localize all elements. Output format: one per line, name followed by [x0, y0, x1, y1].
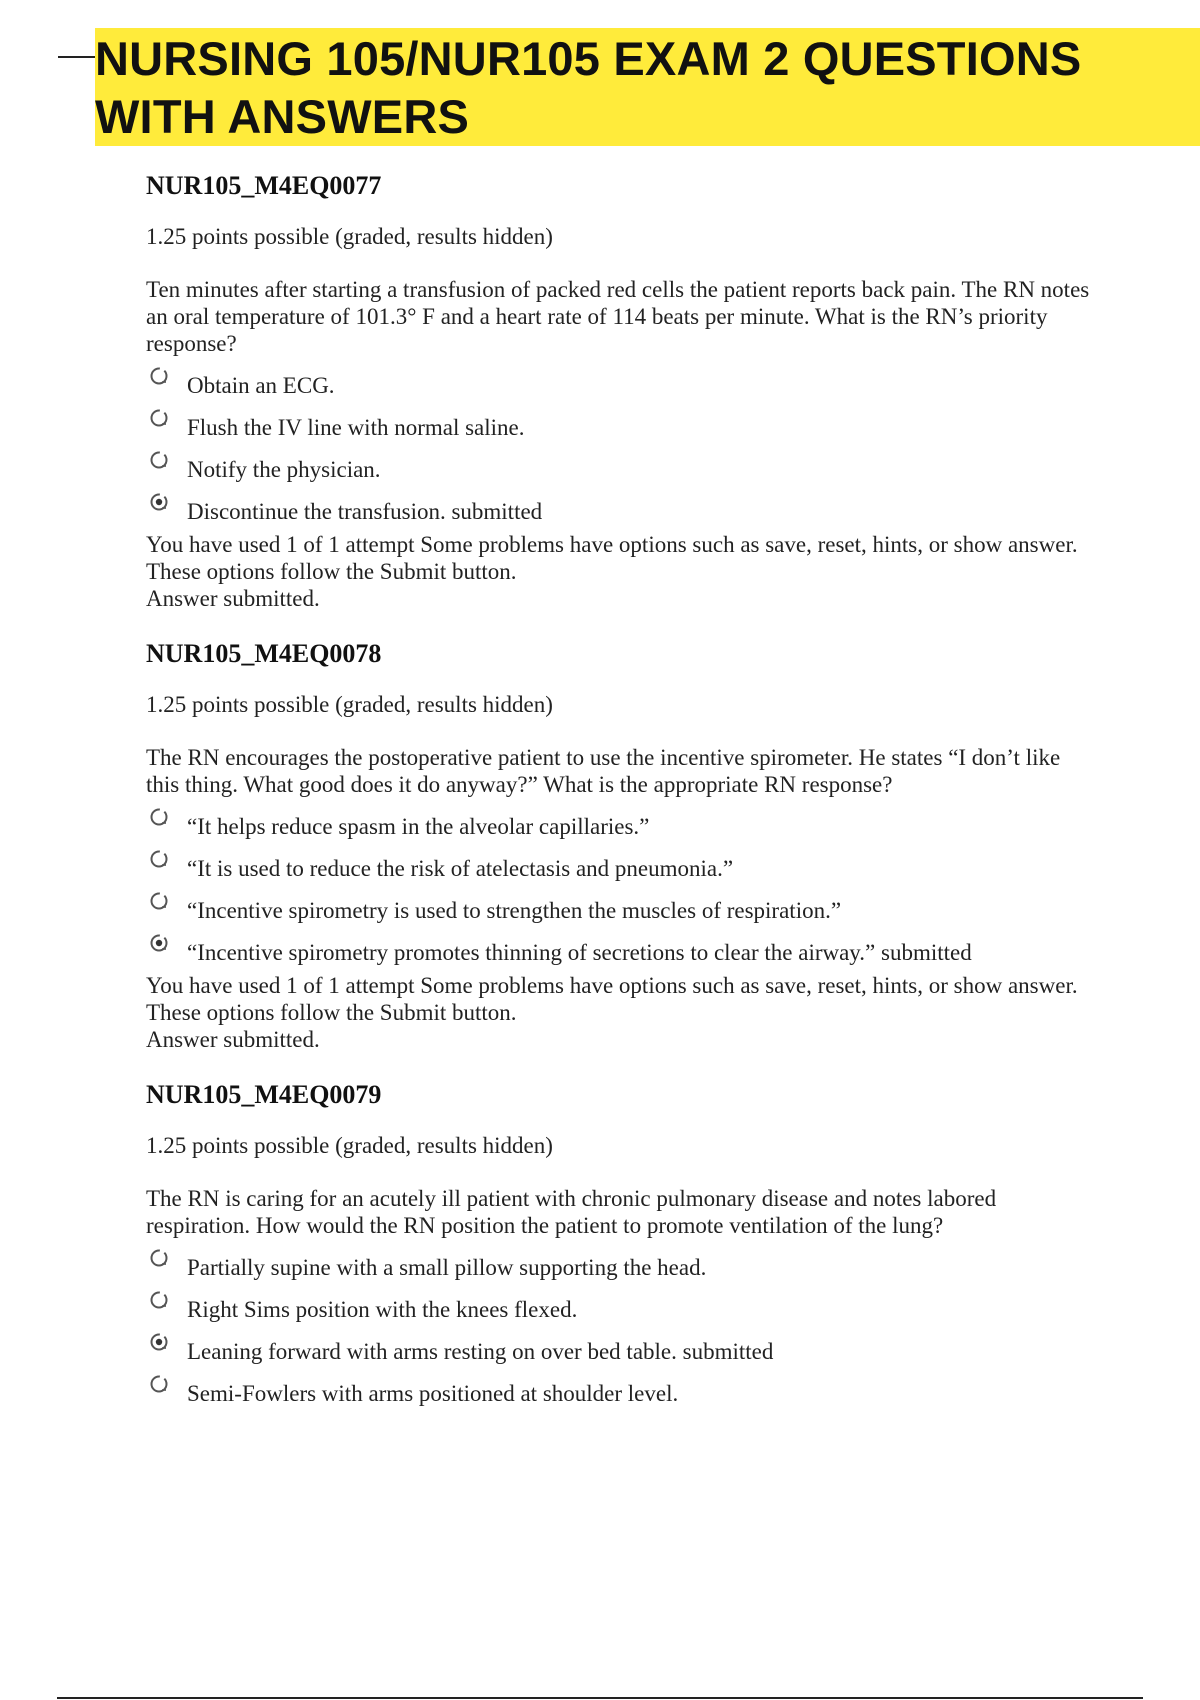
answer-option-label: Partially supine with a small pillow supporting the head. [187, 1255, 707, 1280]
radio-button-icon[interactable] [149, 891, 169, 911]
question-points: 1.25 points possible (graded, results hidden) [146, 1133, 553, 1158]
answer-option[interactable] [146, 489, 1096, 531]
answer-option[interactable] [146, 846, 1096, 888]
answer-options [146, 1245, 1096, 1413]
radio-button-icon[interactable] [149, 933, 169, 953]
answer-option-label: “It helps reduce spasm in the alveolar capillaries.” [187, 814, 650, 839]
question-text: The RN encourages the postoperative patient to use the incentive spirometer. He states “I don’t like this thing. What good does it do anyway?” What is the appropriate RN response? [146, 745, 1061, 797]
radio-button-icon[interactable] [149, 807, 169, 827]
radio-button-icon[interactable] [149, 450, 169, 470]
radio-selected-icon [149, 492, 169, 512]
answer-option-label: Semi-Fowlers with arms positioned at shoulder level. [187, 1381, 679, 1406]
answer-option[interactable] [146, 1371, 1096, 1413]
radio-empty-icon [149, 1248, 169, 1268]
question-points: 1.25 points possible (graded, results hidden) [146, 692, 553, 717]
question-1 [146, 170, 1096, 612]
radio-selected-icon [149, 1332, 169, 1352]
radio-empty-icon [149, 450, 169, 470]
answer-option[interactable] [146, 930, 1096, 972]
answer-option-label: Obtain an ECG. [187, 373, 335, 398]
question-text: The RN is caring for an acutely ill patient with chronic pulmonary disease and notes labored respiration. How would the RN position the patient to promote ventilation of the lung? [146, 1186, 997, 1238]
radio-empty-icon [149, 408, 169, 428]
answer-option-label: Right Sims position with the knees flexed. [187, 1297, 578, 1322]
radio-button-icon[interactable] [149, 849, 169, 869]
question-text: Ten minutes after starting a transfusion of packed red cells the patient reports back pain. The RN notes an oral temperature of 101.3° F and a heart rate of 114 beats per minute. What is the RN’s priority response? [146, 277, 1090, 356]
answer-option-label: “Incentive spirometry promotes thinning of secretions to clear the airway.” submitted [187, 940, 972, 965]
question-points: 1.25 points possible (graded, results hidden) [146, 224, 553, 249]
radio-button-icon[interactable] [149, 1248, 169, 1268]
radio-button-icon[interactable] [149, 1332, 169, 1352]
answer-option-label: Discontinue the transfusion. submitted [187, 499, 543, 524]
answer-option[interactable] [146, 804, 1096, 846]
answer-option[interactable] [146, 1287, 1096, 1329]
radio-selected-dot [156, 1339, 162, 1345]
answer-option-label: “It is used to reduce the risk of atelectasis and pneumonia.” [187, 856, 734, 881]
radio-selected-dot [156, 499, 162, 505]
answer-option-label: Leaning forward with arms resting on over bed table. submitted [187, 1339, 774, 1364]
answer-option[interactable] [146, 1329, 1096, 1371]
answer-option[interactable] [146, 405, 1096, 447]
radio-button-icon[interactable] [149, 366, 169, 386]
submission-status: Answer submitted. [146, 1027, 320, 1052]
answer-option-label: Flush the IV line with normal saline. [187, 415, 525, 440]
radio-empty-icon [149, 891, 169, 911]
answer-option[interactable] [146, 363, 1096, 405]
radio-empty-icon [149, 366, 169, 386]
question-id: NUR105_M4EQ0078 [146, 639, 382, 668]
radio-empty-icon [149, 807, 169, 827]
submission-status: Answer submitted. [146, 586, 320, 611]
answer-option[interactable] [146, 447, 1096, 489]
radio-empty-icon [149, 849, 169, 869]
question-list [146, 170, 1096, 1413]
radio-selected-dot [156, 940, 162, 946]
footer-rule [57, 1697, 1143, 1699]
question-id: NUR105_M4EQ0079 [146, 1080, 382, 1109]
answer-option-label: Notify the physician. [187, 457, 381, 482]
radio-button-icon[interactable] [149, 1290, 169, 1310]
title-dash-decoration [58, 56, 96, 58]
radio-button-icon[interactable] [149, 492, 169, 512]
question-id: NUR105_M4EQ0077 [146, 171, 382, 200]
answer-option[interactable] [146, 888, 1096, 930]
attempt-info: You have used 1 of 1 attempt Some problems have options such as save, reset, hints, or show answer. These options follow the Submit button. [146, 973, 1078, 1025]
radio-button-icon[interactable] [149, 408, 169, 428]
question-3 [146, 1079, 1096, 1413]
answer-options [146, 804, 1096, 972]
radio-button-icon[interactable] [149, 1374, 169, 1394]
answer-option-label: “Incentive spirometry is used to strengthen the muscles of respiration.” [187, 898, 842, 923]
attempt-info: You have used 1 of 1 attempt Some problems have options such as save, reset, hints, or show answer. These options follow the Submit button. [146, 532, 1078, 584]
radio-empty-icon [149, 1290, 169, 1310]
answer-options [146, 363, 1096, 531]
answer-option[interactable] [146, 1245, 1096, 1287]
radio-selected-icon [149, 933, 169, 953]
question-2 [146, 638, 1096, 1053]
radio-empty-icon [149, 1374, 169, 1394]
document-title: NURSING 105/NUR105 EXAM 2 QUESTIONS WITH ANSWERS [95, 32, 1082, 143]
